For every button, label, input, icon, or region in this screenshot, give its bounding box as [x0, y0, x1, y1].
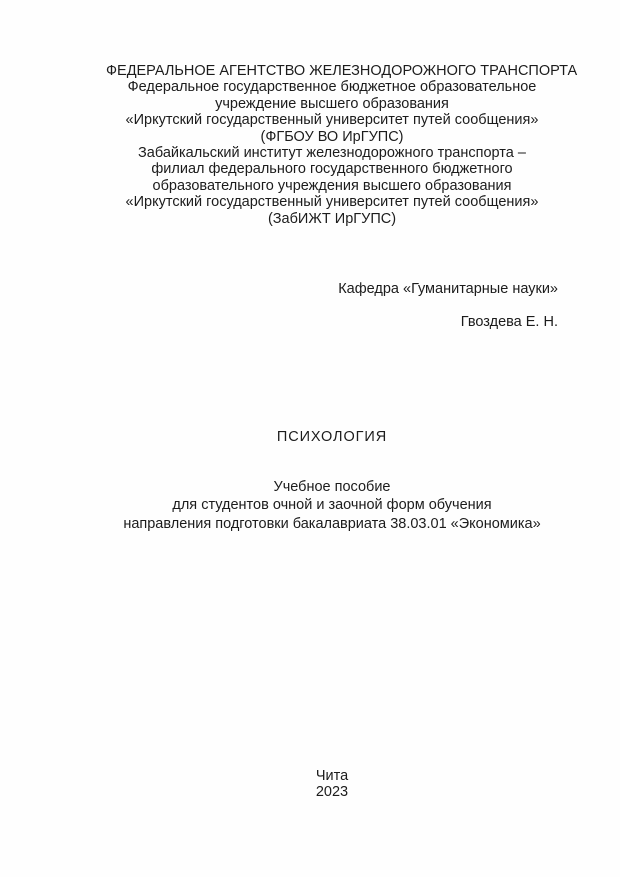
- header-line-university: «Иркутский государственный университет путей сообщения»: [125, 112, 539, 129]
- header-line-abbreviation: (ФГБОУ ВО ИрГУПС): [260, 128, 404, 145]
- header-line: образовательного учреждения высшего образования: [152, 177, 512, 194]
- header-line-institute: Забайкальский институт железнодорожного транспорта –: [138, 145, 526, 162]
- document-title: ПСИХОЛОГИЯ: [276, 429, 388, 445]
- subtitle-line-audience: для студентов очной и заочной форм обучения: [172, 497, 492, 514]
- subtitle-line-program: направления подготовки бакалавриата 38.03.01 «Экономика»: [123, 515, 541, 532]
- header-line: учреждение высшего образования: [215, 95, 449, 112]
- subtitle-line-type: Учебное пособие: [273, 479, 391, 495]
- imprint: [106, 769, 558, 801]
- department-line: Кафедра «Гуманитарные науки»: [338, 281, 558, 297]
- document-subtitle: [106, 478, 558, 533]
- header-line-agency: ФЕДЕРАЛЬНОЕ АГЕНТСТВО ЖЕЛЕЗНОДОРОЖНОГО ТРАНСПОРТА: [106, 63, 578, 79]
- imprint-year: 2023: [315, 783, 349, 800]
- university-header: [106, 63, 578, 227]
- author-line: Гвоздева Е. Н.: [460, 314, 558, 330]
- page-content-column: [106, 0, 578, 877]
- header-line: Федеральное государственное бюджетное образовательное: [127, 79, 537, 96]
- header-line: филиал федерального государственного бюджетного: [151, 161, 513, 178]
- header-line-university: «Иркутский государственный университет путей сообщения»: [125, 194, 539, 211]
- imprint-city: Чита: [315, 768, 349, 784]
- header-line-abbreviation: (ЗабИЖТ ИрГУПС): [267, 210, 397, 227]
